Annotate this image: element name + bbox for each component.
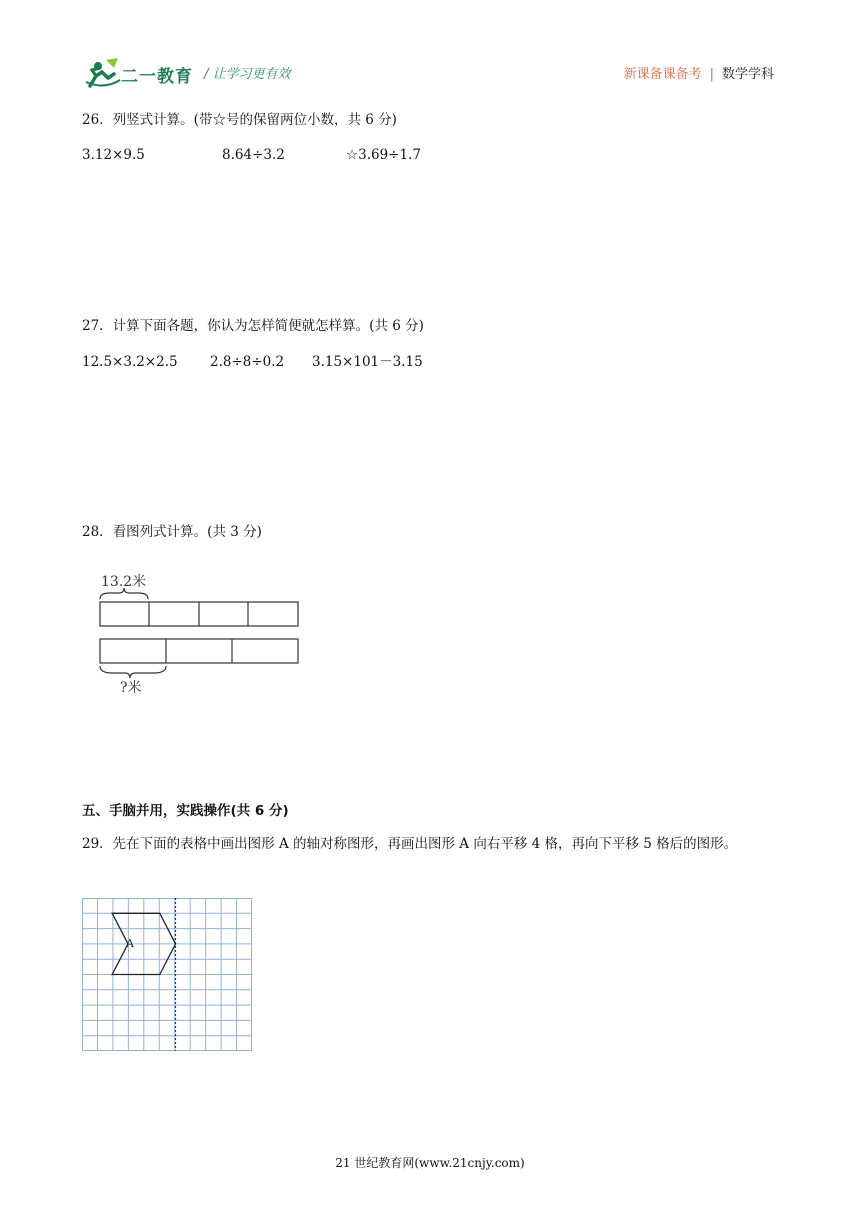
header-right — [624, 63, 774, 82]
shape-a-label: A — [126, 937, 134, 950]
q27-title: 27．计算下面各题，你认为怎样简便就怎样算。(共 6 分) — [82, 318, 424, 334]
section-5-title: 五、手脑并用，实践操作(共 6 分) — [82, 803, 289, 819]
logo-text: 二一教育 — [121, 67, 193, 87]
q27-item-3: 3.15×101－3.15 — [312, 354, 423, 370]
q26-item-3: ☆3.69÷1.7 — [346, 147, 421, 163]
q26-item-2: 8.64÷3.2 — [222, 147, 285, 163]
header-separator: | — [709, 67, 714, 82]
segment-diagram — [92, 566, 308, 700]
bottom-length-label: ?米 — [120, 680, 142, 696]
bottom-bar — [100, 639, 298, 663]
grid-lines — [82, 898, 252, 1051]
q26-title: 26．列竖式计算。(带☆号的保留两位小数，共 6 分) — [82, 112, 397, 128]
header-course: 新课备课备考 — [623, 67, 702, 82]
top-length-label: 13.2米 — [101, 574, 147, 590]
grid-figure — [82, 898, 252, 1051]
header-slogan: / 让学习更有效 — [204, 67, 291, 82]
footer-text: 21 世纪教育网(www.21cnjy.com) — [335, 1156, 525, 1170]
q28-title: 28．看图列式计算。(共 3 分) — [82, 524, 262, 540]
q27-item-2: 2.8÷8÷0.2 — [210, 354, 285, 370]
q29-text: 29．先在下面的表格中画出图形 A 的轴对称图形，再画出图形 A 向右平移 4 格，再向下平移 5 格后的图形。 — [82, 836, 738, 852]
bottom-brace — [100, 666, 166, 678]
q26-item-1: 3.12×9.5 — [82, 147, 145, 163]
q27-item-1: 12.5×3.2×2.5 — [82, 354, 178, 370]
header-subject: 数学学科 — [721, 67, 774, 82]
